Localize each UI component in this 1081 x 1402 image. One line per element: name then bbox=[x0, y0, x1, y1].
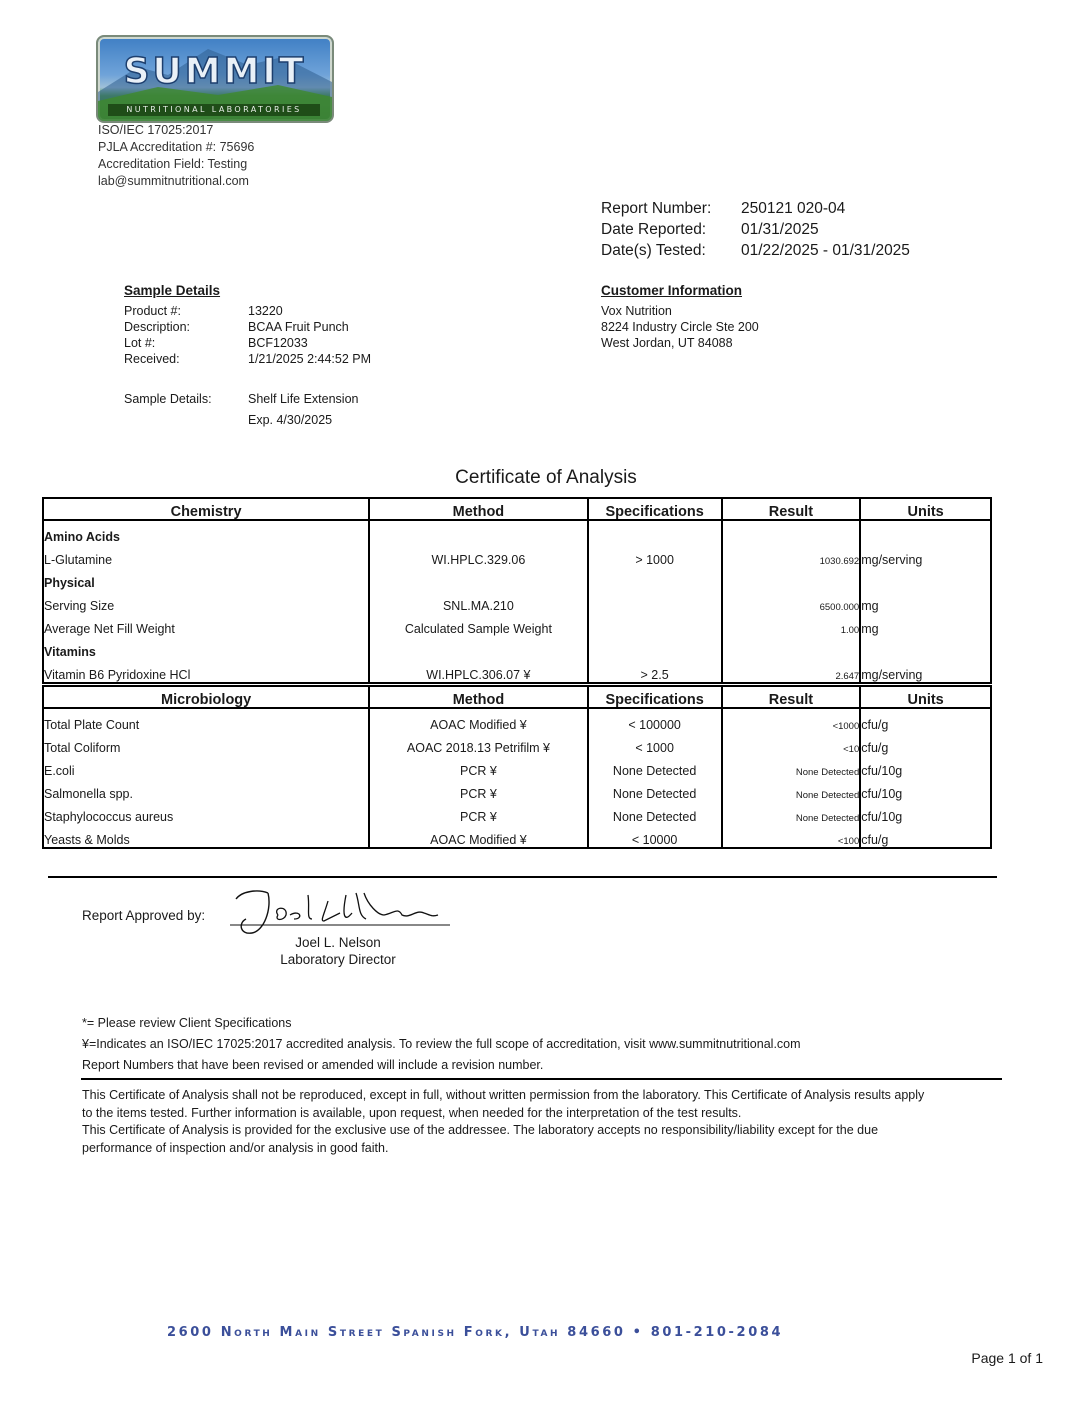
table-row bbox=[43, 590, 991, 613]
column-header: Method bbox=[369, 498, 588, 520]
empty-cell bbox=[369, 567, 588, 590]
table-row bbox=[43, 778, 991, 801]
column-header: Microbiology bbox=[43, 686, 369, 708]
approval-label: Report Approved by: bbox=[82, 908, 206, 923]
lot-label: Lot #: bbox=[124, 336, 156, 350]
column-header: Chemistry bbox=[43, 498, 369, 520]
specification: < 1000 bbox=[588, 732, 722, 755]
analyte-name: Staphylococcus aureus bbox=[43, 801, 369, 824]
column-header: Method bbox=[369, 686, 587, 708]
sample-notes bbox=[124, 389, 359, 431]
date-tested-label: Date(s) Tested: bbox=[601, 242, 706, 259]
disclaimer bbox=[82, 1087, 992, 1157]
page-title: Certificate of Analysis bbox=[455, 467, 637, 488]
specification: None Detected bbox=[588, 755, 722, 778]
signature bbox=[228, 885, 456, 940]
analyte-name: Salmonella spp. bbox=[43, 778, 369, 801]
specification: None Detected bbox=[588, 778, 722, 801]
specification bbox=[588, 613, 722, 636]
date-tested: 01/22/2025 - 01/31/2025 bbox=[741, 242, 910, 259]
specification: > 1000 bbox=[588, 544, 722, 567]
units: mg/serving bbox=[860, 659, 991, 683]
empty-cell bbox=[722, 636, 861, 659]
table-row bbox=[43, 613, 991, 636]
table-row bbox=[43, 708, 991, 732]
received-label: Received: bbox=[124, 352, 180, 366]
sample-notes-line2: Exp. 4/30/2025 bbox=[248, 413, 333, 427]
analyte-name: L-Glutamine bbox=[43, 544, 369, 567]
divider bbox=[81, 1078, 1002, 1080]
received: 1/21/2025 2:44:52 PM bbox=[248, 352, 372, 366]
note-revision: Report Numbers that have been revised or amended will include a revision number. bbox=[82, 1058, 544, 1072]
specification: < 100000 bbox=[588, 708, 722, 732]
sample-notes-label: Sample Details: bbox=[124, 392, 212, 406]
table-row bbox=[43, 636, 991, 659]
empty-cell bbox=[588, 520, 722, 544]
disclaimer-line: This Certificate of Analysis shall not be reproduced, except in full, without written permission from the laboratory. This Certificate of Analysis results apply bbox=[82, 1088, 925, 1102]
analyte-name: Total Coliform bbox=[43, 732, 369, 755]
logo-wordmark: SUMMIT bbox=[123, 51, 307, 92]
method: PCR ¥ bbox=[369, 778, 587, 801]
result: None Detected bbox=[722, 778, 861, 801]
approver bbox=[270, 934, 406, 968]
result: None Detected bbox=[722, 755, 861, 778]
table-row bbox=[43, 801, 991, 824]
logo-subtitle: NUTRITIONAL LABORATORIES bbox=[108, 104, 320, 116]
units: mg bbox=[860, 590, 991, 613]
empty-cell bbox=[369, 520, 588, 544]
method: SNL.MA.210 bbox=[369, 590, 588, 613]
table-row bbox=[43, 755, 991, 778]
summit-logo bbox=[96, 35, 334, 123]
sample-details-heading: Sample Details bbox=[124, 283, 221, 298]
empty-cell bbox=[588, 636, 722, 659]
table-row bbox=[43, 544, 991, 567]
units: mg bbox=[860, 613, 991, 636]
lab-accreditation bbox=[98, 122, 254, 190]
customer-heading: Customer Information bbox=[601, 283, 743, 298]
method: PCR ¥ bbox=[369, 755, 587, 778]
footer-address: 2600 North Main Street Spanish Fork, Utah 84660 • 801-210-2084 bbox=[167, 1325, 784, 1340]
report-number-label: Report Number: bbox=[601, 200, 712, 217]
category-label: Physical bbox=[43, 567, 369, 590]
product-label: Product #: bbox=[124, 304, 181, 318]
specification bbox=[588, 590, 722, 613]
table-row bbox=[43, 659, 991, 683]
disclaimer-line: This Certificate of Analysis is provided for the exclusive use of the addressee. The laboratory accepts no responsibility/liability except for the due bbox=[82, 1123, 879, 1137]
result: None Detected bbox=[722, 801, 861, 824]
result: 2.647 bbox=[722, 659, 861, 683]
analyte-name: Vitamin B6 Pyridoxine HCl bbox=[43, 659, 369, 683]
analyte-name: E.coli bbox=[43, 755, 369, 778]
units: cfu/g bbox=[860, 708, 991, 732]
divider bbox=[48, 876, 997, 878]
microbiology-header-row bbox=[43, 686, 991, 708]
column-header: Specifications bbox=[588, 498, 722, 520]
units: cfu/10g bbox=[860, 801, 991, 824]
chemistry-header-row bbox=[43, 498, 991, 520]
units: cfu/10g bbox=[860, 755, 991, 778]
date-reported: 01/31/2025 bbox=[741, 221, 819, 238]
table-row bbox=[43, 824, 991, 848]
analyte-name: Total Plate Count bbox=[43, 708, 369, 732]
description-label: Description: bbox=[124, 320, 190, 334]
report-number: 250121 020-04 bbox=[741, 200, 846, 217]
method: AOAC Modified ¥ bbox=[369, 824, 587, 848]
pjla-line: PJLA Accreditation #: 75696 bbox=[98, 140, 255, 154]
iso-line: ISO/IEC 17025:2017 bbox=[98, 123, 214, 137]
result: <100 bbox=[722, 824, 861, 848]
category-label: Amino Acids bbox=[43, 520, 369, 544]
empty-cell bbox=[722, 567, 861, 590]
analyte-name: Average Net Fill Weight bbox=[43, 613, 369, 636]
approver-name: Joel L. Nelson bbox=[295, 935, 381, 950]
disclaimer-line: to the items tested. Further information is available, upon request, when needed for the interpretation of the test results. bbox=[82, 1105, 742, 1120]
empty-cell bbox=[369, 636, 588, 659]
table-row bbox=[43, 520, 991, 544]
description: BCAA Fruit Punch bbox=[248, 320, 349, 334]
units: mg/serving bbox=[860, 544, 991, 567]
sample-notes-line1: Shelf Life Extension bbox=[248, 392, 359, 406]
method: AOAC Modified ¥ bbox=[369, 708, 587, 732]
product-number: 13220 bbox=[248, 304, 283, 318]
column-header: Result bbox=[722, 686, 861, 708]
method: AOAC 2018.13 Petrifilm ¥ bbox=[369, 732, 587, 755]
units: cfu/g bbox=[860, 824, 991, 848]
method: PCR ¥ bbox=[369, 801, 587, 824]
column-header: Specifications bbox=[588, 686, 722, 708]
analyte-name: Serving Size bbox=[43, 590, 369, 613]
units: cfu/10g bbox=[860, 778, 991, 801]
column-header: Units bbox=[860, 686, 991, 708]
result: <1000 bbox=[722, 708, 861, 732]
report-info bbox=[601, 198, 910, 261]
specification: > 2.5 bbox=[588, 659, 722, 683]
result: 1.00 bbox=[722, 613, 861, 636]
method: Calculated Sample Weight bbox=[369, 613, 588, 636]
sample-details bbox=[124, 303, 371, 367]
result: <10 bbox=[722, 732, 861, 755]
empty-cell bbox=[722, 520, 861, 544]
lot-number: BCF12033 bbox=[248, 336, 308, 350]
page-number: Page 1 of 1 bbox=[971, 1350, 1043, 1366]
table-row bbox=[43, 732, 991, 755]
date-reported-label: Date Reported: bbox=[601, 221, 707, 238]
empty-cell bbox=[860, 567, 991, 590]
specification: None Detected bbox=[588, 801, 722, 824]
category-label: Vitamins bbox=[43, 636, 369, 659]
empty-cell bbox=[860, 636, 991, 659]
table-row bbox=[43, 567, 991, 590]
result: 6500.000 bbox=[722, 590, 861, 613]
empty-cell bbox=[860, 520, 991, 544]
microbiology-table bbox=[42, 685, 992, 849]
customer-address2: West Jordan, UT 84088 bbox=[601, 336, 733, 350]
units: cfu/g bbox=[860, 732, 991, 755]
approver-role: Laboratory Director bbox=[280, 952, 396, 967]
note-accredited: ¥=Indicates an ISO/IEC 17025:2017 accredited analysis. To review the full scope of accreditation, visit www.summitnutritional.com bbox=[82, 1037, 801, 1051]
chemistry-table bbox=[42, 497, 992, 684]
note-client-spec: *= Please review Client Specifications bbox=[82, 1016, 292, 1030]
result: 1030.692 bbox=[722, 544, 861, 567]
column-header: Units bbox=[860, 498, 991, 520]
analyte-name: Yeasts & Molds bbox=[43, 824, 369, 848]
disclaimer-line: performance of inspection and/or analysis in good faith. bbox=[82, 1140, 389, 1155]
column-header: Result bbox=[722, 498, 861, 520]
lab-email[interactable]: lab@summitnutritional.com bbox=[98, 174, 249, 188]
customer-info bbox=[601, 303, 759, 351]
method: WI.HPLC.329.06 bbox=[369, 544, 588, 567]
field-line: Accreditation Field: Testing bbox=[98, 157, 248, 171]
notes bbox=[82, 1013, 801, 1076]
customer-address1: 8224 Industry Circle Ste 200 bbox=[601, 320, 759, 334]
customer-name: Vox Nutrition bbox=[601, 304, 672, 318]
empty-cell bbox=[588, 567, 722, 590]
specification: < 10000 bbox=[588, 824, 722, 848]
method: WI.HPLC.306.07 ¥ bbox=[369, 659, 588, 683]
